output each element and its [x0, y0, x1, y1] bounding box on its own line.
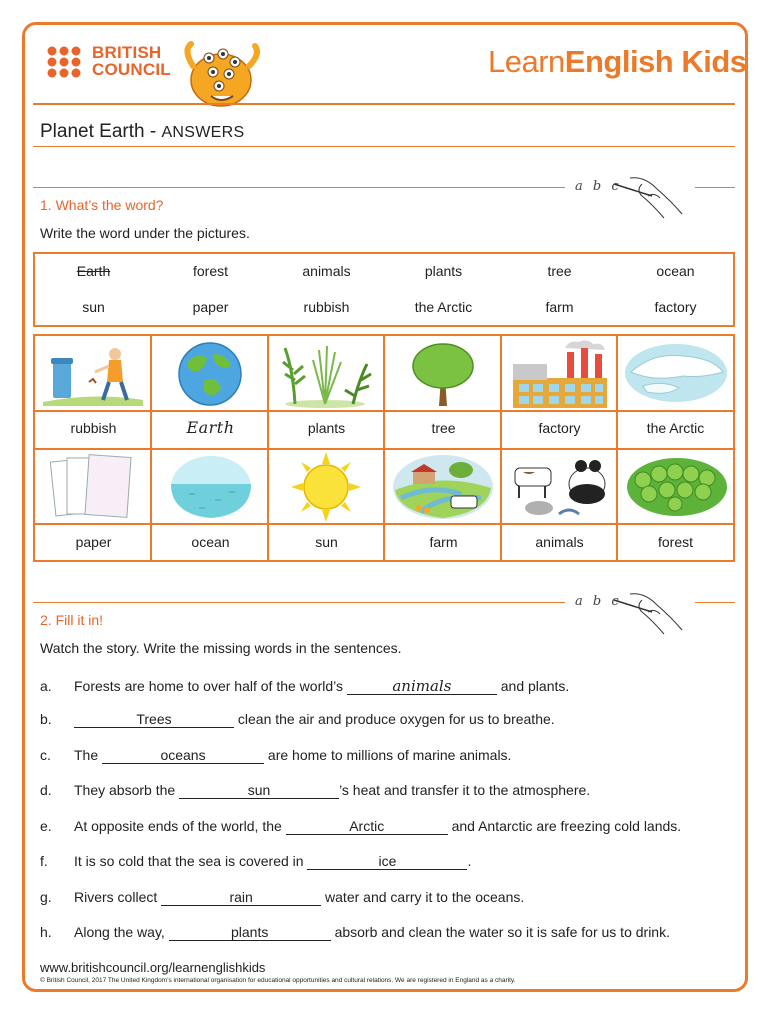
- answer-blank: animals: [347, 679, 497, 695]
- picture-label: sun: [315, 534, 338, 550]
- sentence-b: b. Trees clean the air and produce oxygen for us to breathe.: [40, 711, 555, 727]
- section1-instruction: Write the word under the pictures.: [40, 225, 250, 241]
- sun-picture: [291, 452, 361, 522]
- word-bank-item: rubbish: [303, 299, 350, 315]
- footer-url: www.britishcouncil.org/learnenglishkids: [40, 960, 266, 975]
- word-bank-item: animals: [302, 263, 351, 279]
- section2-heading: 2. Fill it in!: [40, 612, 104, 628]
- sentence-c: c. The oceans are home to millions of marine animals.: [40, 747, 512, 763]
- word-bank-item: ocean: [656, 263, 695, 279]
- picture-label: paper: [75, 534, 112, 550]
- sentence-g: g. Rivers collect rain water and carry it to the oceans.: [40, 889, 525, 905]
- earth-picture: [175, 340, 245, 408]
- word-bank-item: paper: [192, 299, 229, 315]
- footer-copyright: © British Council, 2017 The United Kingdom’s international organisation for educational opportunities and cultural relations. We are registered in England as a charity.: [40, 977, 516, 984]
- picture-label: the Arctic: [646, 420, 705, 436]
- answer-blank: oceans: [102, 748, 264, 764]
- section1-rule-left: [33, 187, 565, 188]
- word-bank-item: factory: [654, 299, 697, 315]
- forest-picture: [625, 456, 729, 518]
- british-council-logo-dots: [46, 45, 88, 79]
- tree-picture: [407, 340, 479, 408]
- picture-label: ocean: [191, 534, 230, 550]
- word-bank-item: forest: [192, 263, 228, 279]
- rubbish-picture: [43, 342, 143, 406]
- answer-blank: ice: [307, 854, 467, 870]
- word-bank-box: [33, 252, 735, 327]
- picture-label-handwritten: Earth: [186, 418, 235, 437]
- page-title: Planet Earth - ANSWERS: [40, 121, 245, 142]
- ocean-picture: [169, 454, 253, 520]
- animals-picture: [509, 454, 613, 520]
- picture-grid: [33, 334, 735, 562]
- sentence-f: f. It is so cold that the sea is covered in ice .: [40, 853, 472, 869]
- header-divider: [33, 103, 735, 105]
- sentence-h: h. Along the way, plants absorb and clean the water so it is safe for us to drink.: [40, 924, 670, 940]
- sentence-d: d. They absorb the sun ’s heat and transfer it to the atmosphere.: [40, 782, 591, 798]
- monster-mascot-illustration: [175, 36, 265, 108]
- factory-picture: [509, 338, 609, 408]
- section1-heading: 1. What’s the word?: [40, 197, 164, 213]
- word-bank-item: tree: [547, 263, 572, 279]
- paper-picture: [49, 454, 137, 520]
- word-bank-item: Earth: [76, 263, 111, 279]
- writing-hand-icon: [612, 174, 684, 224]
- section2-rule-left: [33, 602, 565, 603]
- section2-rule-right: [695, 602, 735, 603]
- picture-label: animals: [535, 534, 584, 550]
- picture-label: forest: [657, 534, 693, 550]
- answer-blank: Arctic: [286, 819, 448, 835]
- answer-blank: plants: [169, 925, 331, 941]
- sentence-a: a. Forests are home to over half of the world’s animals and plants.: [40, 677, 570, 695]
- title-underline: [33, 146, 735, 147]
- word-bank-item: sun: [82, 299, 105, 315]
- word-bank-item: plants: [424, 263, 463, 279]
- plants-picture: [275, 340, 375, 408]
- picture-label: plants: [307, 420, 346, 436]
- answer-blank: rain: [161, 890, 321, 906]
- writing-hand-icon: [612, 590, 684, 640]
- arctic-picture: [623, 342, 729, 404]
- section2-abc-label: a b c: [575, 594, 622, 609]
- farm-picture: [391, 454, 495, 520]
- picture-label: factory: [538, 420, 581, 436]
- section1-rule-right: [695, 187, 735, 188]
- word-bank-item: the Arctic: [414, 299, 473, 315]
- british-council-logo-text: BRITISH COUNCIL: [92, 43, 171, 79]
- word-bank-item: farm: [545, 299, 574, 315]
- answer-blank: Trees: [74, 712, 234, 728]
- section1-abc-label: a b c: [575, 179, 622, 194]
- section2-instruction: Watch the story. Write the missing words in the sentences.: [40, 640, 402, 656]
- sentence-e: e. At opposite ends of the world, the Arctic and Antarctic are freezing cold lands.: [40, 818, 682, 834]
- picture-label: farm: [429, 534, 458, 550]
- answer-blank: sun: [179, 783, 339, 799]
- picture-label: rubbish: [70, 420, 117, 436]
- learnenglish-kids-logo: LearnEnglish Kids: [488, 44, 747, 79]
- picture-label: tree: [431, 420, 456, 436]
